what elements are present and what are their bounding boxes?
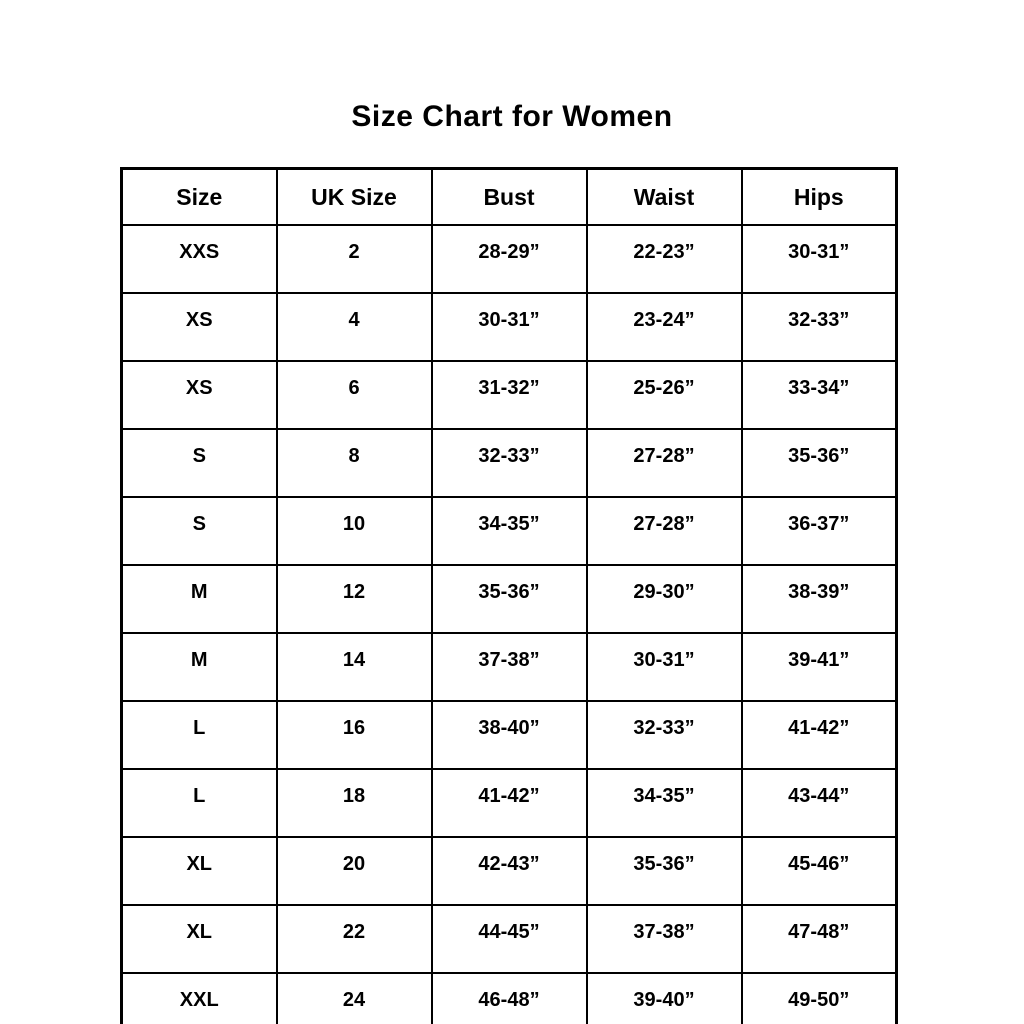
cell-hips: 45-46”	[742, 837, 897, 905]
column-header-hips: Hips	[742, 169, 897, 226]
cell-hips: 36-37”	[742, 497, 897, 565]
cell-hips: 33-34”	[742, 361, 897, 429]
cell-hips: 49-50”	[742, 973, 897, 1024]
cell-size: M	[122, 633, 277, 701]
column-header-bust: Bust	[432, 169, 587, 226]
cell-waist: 27-28”	[587, 497, 742, 565]
cell-uk-size: 18	[277, 769, 432, 837]
cell-size: M	[122, 565, 277, 633]
cell-bust: 31-32”	[432, 361, 587, 429]
cell-uk-size: 10	[277, 497, 432, 565]
cell-size: S	[122, 497, 277, 565]
cell-waist: 30-31”	[587, 633, 742, 701]
cell-size: L	[122, 701, 277, 769]
table-row	[122, 973, 897, 1024]
cell-uk-size: 6	[277, 361, 432, 429]
cell-bust: 46-48”	[432, 973, 587, 1024]
size-chart-table	[120, 167, 898, 1024]
cell-hips: 38-39”	[742, 565, 897, 633]
cell-bust: 34-35”	[432, 497, 587, 565]
table-row	[122, 361, 897, 429]
cell-bust: 30-31”	[432, 293, 587, 361]
cell-size: XL	[122, 905, 277, 973]
table-row	[122, 769, 897, 837]
cell-hips: 47-48”	[742, 905, 897, 973]
cell-waist: 37-38”	[587, 905, 742, 973]
cell-waist: 34-35”	[587, 769, 742, 837]
cell-hips: 30-31”	[742, 225, 897, 293]
header-row	[122, 169, 897, 226]
cell-size: XXS	[122, 225, 277, 293]
column-header-size: Size	[122, 169, 277, 226]
cell-uk-size: 20	[277, 837, 432, 905]
cell-bust: 38-40”	[432, 701, 587, 769]
cell-bust: 42-43”	[432, 837, 587, 905]
column-header-waist: Waist	[587, 169, 742, 226]
cell-size: XL	[122, 837, 277, 905]
table-body	[122, 225, 897, 1024]
cell-uk-size: 14	[277, 633, 432, 701]
cell-waist: 27-28”	[587, 429, 742, 497]
cell-size: XS	[122, 361, 277, 429]
page-title: Size Chart for Women	[351, 100, 673, 133]
table-row	[122, 565, 897, 633]
table-row	[122, 633, 897, 701]
table-row	[122, 497, 897, 565]
cell-size: XS	[122, 293, 277, 361]
cell-size: L	[122, 769, 277, 837]
cell-uk-size: 24	[277, 973, 432, 1024]
cell-uk-size: 4	[277, 293, 432, 361]
table-row	[122, 701, 897, 769]
table-row	[122, 225, 897, 293]
cell-bust: 41-42”	[432, 769, 587, 837]
cell-waist: 25-26”	[587, 361, 742, 429]
cell-hips: 43-44”	[742, 769, 897, 837]
cell-bust: 35-36”	[432, 565, 587, 633]
cell-uk-size: 2	[277, 225, 432, 293]
table-head	[122, 169, 897, 226]
cell-waist: 35-36”	[587, 837, 742, 905]
cell-waist: 22-23”	[587, 225, 742, 293]
cell-bust: 44-45”	[432, 905, 587, 973]
cell-hips: 41-42”	[742, 701, 897, 769]
cell-waist: 29-30”	[587, 565, 742, 633]
column-header-uk-size: UK Size	[277, 169, 432, 226]
cell-bust: 32-33”	[432, 429, 587, 497]
cell-size: XXL	[122, 973, 277, 1024]
cell-uk-size: 8	[277, 429, 432, 497]
cell-bust: 28-29”	[432, 225, 587, 293]
cell-bust: 37-38”	[432, 633, 587, 701]
cell-waist: 32-33”	[587, 701, 742, 769]
cell-hips: 35-36”	[742, 429, 897, 497]
table-row	[122, 905, 897, 973]
table-row	[122, 293, 897, 361]
cell-uk-size: 16	[277, 701, 432, 769]
cell-hips: 39-41”	[742, 633, 897, 701]
cell-uk-size: 12	[277, 565, 432, 633]
cell-size: S	[122, 429, 277, 497]
table-row	[122, 837, 897, 905]
table-row	[122, 429, 897, 497]
cell-hips: 32-33”	[742, 293, 897, 361]
cell-waist: 23-24”	[587, 293, 742, 361]
cell-waist: 39-40”	[587, 973, 742, 1024]
cell-uk-size: 22	[277, 905, 432, 973]
